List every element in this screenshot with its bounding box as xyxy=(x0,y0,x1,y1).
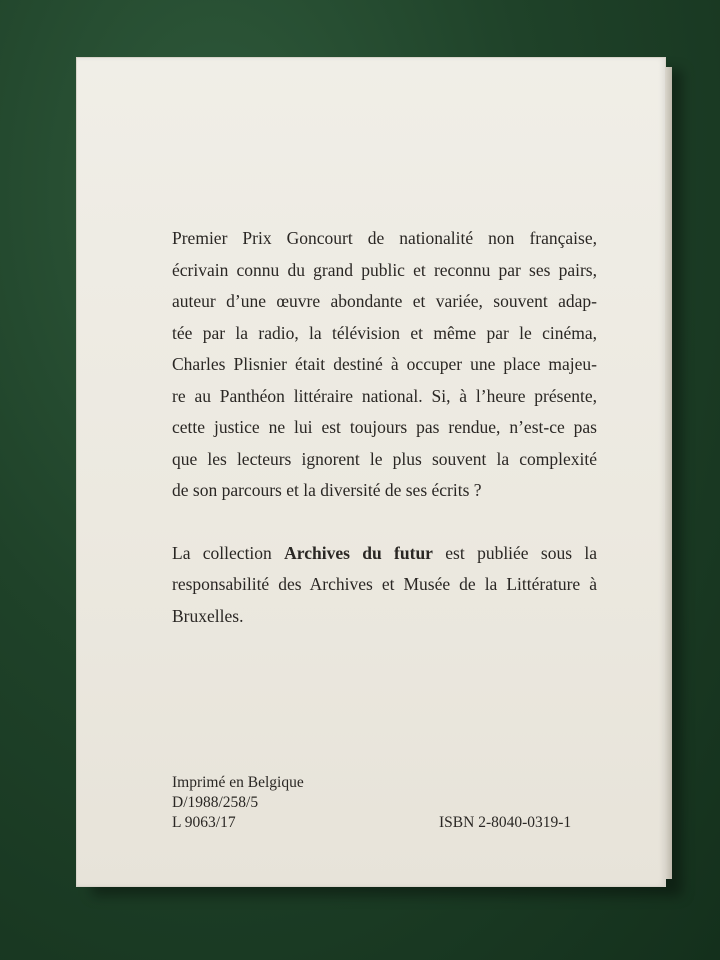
blurb-text xyxy=(172,223,597,632)
blurb-line: auteur d’une œuvre abondante et variée, souvent adap- xyxy=(172,291,597,311)
blurb-line: Charles Plisnier était destiné à occuper une place majeu- xyxy=(172,354,597,374)
blurb-line: écrivain connu du grand public et reconnu par ses pairs, xyxy=(172,259,597,280)
printed-in: Imprimé en Belgique xyxy=(172,774,304,791)
colophon xyxy=(172,773,304,833)
collection-line-1 xyxy=(172,538,597,570)
catalog-number: L 9063/17 xyxy=(172,814,236,831)
legal-deposit: D/1988/258/5 xyxy=(172,794,259,811)
blurb-line: de son parcours et la diversité de ses écrits ? xyxy=(172,480,482,500)
book-page-edge xyxy=(666,67,672,879)
blurb-line: cette justice ne lui est toujours pas rendue, n’est-ce pas xyxy=(172,417,597,437)
isbn: ISBN 2-8040-0319-1 xyxy=(439,814,572,831)
collection-intro: La collection xyxy=(172,542,285,563)
collection-name: Archives du futur xyxy=(284,542,433,563)
book-back-cover xyxy=(76,57,666,887)
collection-rest: est publiée sous la xyxy=(432,542,597,563)
collection-line-3: Bruxelles. xyxy=(172,605,244,626)
blurb-line: Premier Prix Goncourt de nationalité non française, xyxy=(172,228,597,248)
blurb-line: que les lecteurs ignorent le plus souvent la complexité xyxy=(172,448,597,469)
blurb-line: tée par la radio, la télévision et même par le cinéma, xyxy=(172,322,597,343)
blurb-line: re au Panthéon littéraire national. Si, à l’heure présente, xyxy=(172,385,597,406)
collection-line-2: responsabilité des Archives et Musée de la Littérature à xyxy=(172,574,597,594)
